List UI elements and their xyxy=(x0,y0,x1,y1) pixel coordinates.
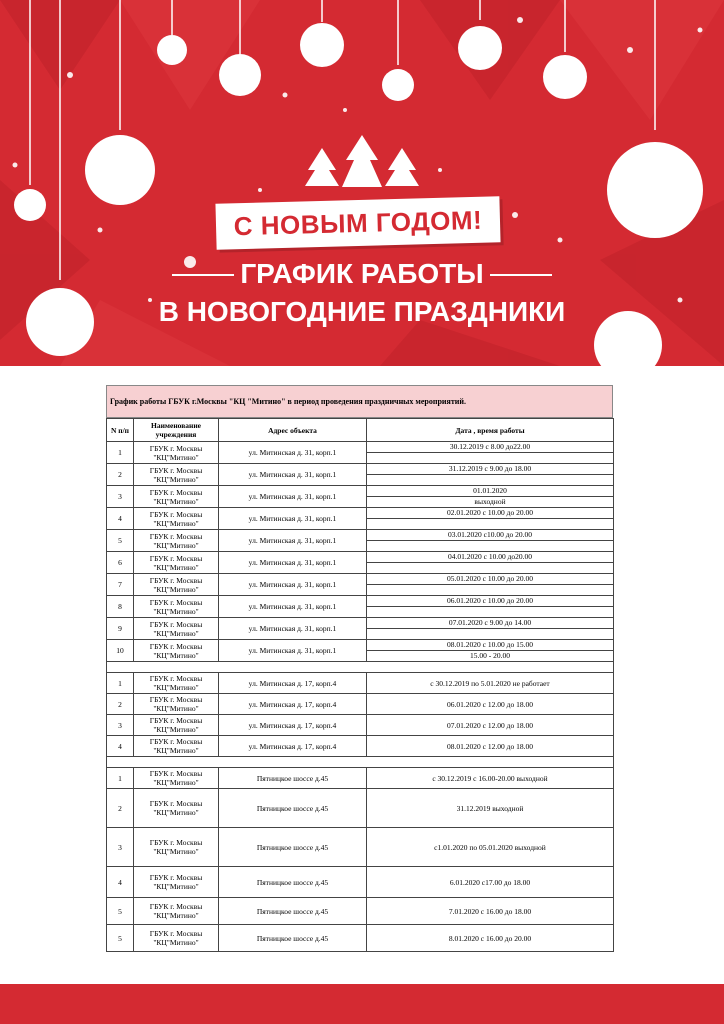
greeting-label: С НОВЫМ ГОДОМ! xyxy=(215,196,500,249)
row-number: 4 xyxy=(107,508,134,530)
table-row xyxy=(107,736,614,757)
address-cell: ул. Митинская д. 31, корп.1 xyxy=(219,508,367,530)
address-cell: ул. Митинская д. 31, корп.1 xyxy=(219,618,367,640)
datetime-cell: 31.12.2019 выходной xyxy=(367,789,614,828)
institution-sub: "КЦ"Митино" xyxy=(153,938,199,947)
datetime-line2 xyxy=(367,629,614,640)
table-row xyxy=(107,618,614,629)
institution-sub: "КЦ"Митино" xyxy=(153,518,199,528)
address-cell: ул. Митинская д. 17, корп.4 xyxy=(219,694,367,715)
address-cell: ул. Митинская д. 31, корп.1 xyxy=(219,552,367,574)
address-cell: ул. Митинская д. 31, корп.1 xyxy=(219,640,367,662)
datetime-cell: с 30.12.2019 по 5.01.2020 не работает xyxy=(367,673,614,694)
institution-cell xyxy=(134,694,219,715)
section-mitinskaya-17 xyxy=(107,673,614,768)
institution-sub: "КЦ"Митино" xyxy=(153,683,199,692)
section-pyatnitskoe xyxy=(107,768,614,952)
institution-name: ГБУК г. Москвы xyxy=(149,737,203,746)
institution-name: ГБУК г. Москвы xyxy=(149,487,203,497)
institution-sub: "КЦ"Митино" xyxy=(153,606,199,616)
datetime-line1: 01.01.2020 xyxy=(367,486,614,497)
institution-cell xyxy=(134,552,219,574)
row-number: 3 xyxy=(107,828,134,867)
row-number: 6 xyxy=(107,552,134,574)
datetime-line1: 31.12.2019 с 9.00 до 18.00 xyxy=(367,464,614,475)
table-row xyxy=(107,442,614,453)
table-row xyxy=(107,673,614,694)
footer-bar xyxy=(0,984,724,1024)
table-row xyxy=(107,574,614,585)
institution-name: ГБУК г. Москвы xyxy=(149,929,203,938)
table-row xyxy=(107,508,614,519)
institution-sub: "КЦ"Митино" xyxy=(153,474,199,484)
institution-cell xyxy=(134,640,219,662)
institution-name: ГБУК г. Москвы xyxy=(149,716,203,725)
institution-cell xyxy=(134,925,219,952)
institution-cell xyxy=(134,464,219,486)
institution-name: ГБУК г. Москвы xyxy=(149,641,203,651)
institution-sub: "КЦ"Митино" xyxy=(153,452,199,462)
institution-sub: "КЦ"Митино" xyxy=(153,584,199,594)
institution-name: ГБУК г. Москвы xyxy=(149,531,203,541)
address-cell: ул. Митинская д. 31, корп.1 xyxy=(219,442,367,464)
institution-cell xyxy=(134,574,219,596)
institution-sub: "КЦ"Митино" xyxy=(153,911,199,920)
address-cell: ул. Митинская д. 31, корп.1 xyxy=(219,596,367,618)
institution-name: ГБУК г. Москвы xyxy=(149,553,203,563)
table-row xyxy=(107,898,614,925)
table-row xyxy=(107,789,614,828)
datetime-cell: с 30.12.2019 с 16.00-20.00 выходной xyxy=(367,768,614,789)
datetime-line2 xyxy=(367,607,614,618)
datetime-line1: 04.01.2020 с 10.00 до20.00 xyxy=(367,552,614,563)
institution-sub: "КЦ"Митино" xyxy=(153,650,199,660)
institution-sub: "КЦ"Митино" xyxy=(153,540,199,550)
institution-sub: "КЦ"Митино" xyxy=(153,778,199,787)
institution-name: ГБУК г. Москвы xyxy=(149,695,203,704)
institution-name: ГБУК г. Москвы xyxy=(149,619,203,629)
address-cell: Пятницкое шоссе д.45 xyxy=(219,768,367,789)
table-header-row xyxy=(107,419,614,442)
institution-name: ГБУК г. Москвы xyxy=(149,597,203,607)
table-row xyxy=(107,828,614,867)
datetime-line2 xyxy=(367,541,614,552)
row-number: 1 xyxy=(107,768,134,789)
table-row xyxy=(107,925,614,952)
datetime-cell: 06.01.2020 с 12.00 до 18.00 xyxy=(367,694,614,715)
row-number: 4 xyxy=(107,736,134,757)
header-datetime: Дата , время работы xyxy=(367,419,614,442)
institution-name: ГБУК г. Москвы xyxy=(149,799,203,808)
datetime-line1: 08.01.2020 с 10.00 до 15.00 xyxy=(367,640,614,651)
address-cell: Пятницкое шоссе д.45 xyxy=(219,925,367,952)
institution-sub: "КЦ"Митино" xyxy=(153,562,199,572)
title-line1: ГРАФИК РАБОТЫ xyxy=(240,258,484,289)
header-address: Адрес объекта xyxy=(219,419,367,442)
datetime-line1: 03.01.2020 с10.00 до 20.00 xyxy=(367,530,614,541)
institution-cell xyxy=(134,828,219,867)
address-cell: ул. Митинская д. 31, корп.1 xyxy=(219,574,367,596)
institution-cell xyxy=(134,768,219,789)
institution-sub: "КЦ"Митино" xyxy=(153,496,199,506)
institution-name: ГБУК г. Москвы xyxy=(149,575,203,585)
table-row xyxy=(107,530,614,541)
schedule-document xyxy=(106,385,613,952)
institution-cell xyxy=(134,442,219,464)
row-number: 5 xyxy=(107,925,134,952)
institution-cell xyxy=(134,596,219,618)
row-number: 1 xyxy=(107,673,134,694)
address-cell: Пятницкое шоссе д.45 xyxy=(219,828,367,867)
row-number: 8 xyxy=(107,596,134,618)
row-number: 4 xyxy=(107,867,134,898)
row-number: 9 xyxy=(107,618,134,640)
new-year-banner xyxy=(0,0,724,366)
institution-cell xyxy=(134,736,219,757)
datetime-cell: 6.01.2020 с17.00 до 18.00 xyxy=(367,867,614,898)
datetime-cell: 7.01.2020 с 16.00 до 18.00 xyxy=(367,898,614,925)
section-gap xyxy=(107,662,614,673)
section-gap-cell xyxy=(107,662,614,673)
row-number: 7 xyxy=(107,574,134,596)
table-row xyxy=(107,464,614,475)
datetime-cell: 8.01.2020 с 16.00 до 20.00 xyxy=(367,925,614,952)
address-cell: ул. Митинская д. 17, корп.4 xyxy=(219,715,367,736)
header-num: N п/п xyxy=(107,419,134,442)
institution-sub: "КЦ"Митино" xyxy=(153,704,199,713)
institution-sub: "КЦ"Митино" xyxy=(153,628,199,638)
table-row xyxy=(107,867,614,898)
datetime-cell: 08.01.2020 с 12.00 до 18.00 xyxy=(367,736,614,757)
address-cell: ул. Митинская д. 31, корп.1 xyxy=(219,464,367,486)
datetime-line1: 07.01.2020 с 9.00 до 14.00 xyxy=(367,618,614,629)
table-row xyxy=(107,768,614,789)
header-institution: Наименование учреждения xyxy=(134,419,219,442)
institution-name: ГБУК г. Москвы xyxy=(149,674,203,683)
schedule-caption: График работы ГБУК г.Москвы "КЦ "Митино" в период проведения праздничных мероприятий. xyxy=(106,385,613,418)
datetime-line2: выходной xyxy=(367,497,614,508)
address-cell: ул. Митинская д. 31, корп.1 xyxy=(219,486,367,508)
institution-cell xyxy=(134,867,219,898)
address-cell: ул. Митинская д. 31, корп.1 xyxy=(219,530,367,552)
row-number: 5 xyxy=(107,898,134,925)
address-cell: Пятницкое шоссе д.45 xyxy=(219,898,367,925)
institution-sub: "КЦ"Митино" xyxy=(153,746,199,755)
institution-sub: "КЦ"Митино" xyxy=(153,725,199,734)
datetime-line2 xyxy=(367,563,614,574)
address-cell: Пятницкое шоссе д.45 xyxy=(219,789,367,828)
table-row xyxy=(107,552,614,563)
institution-cell xyxy=(134,486,219,508)
datetime-line2 xyxy=(367,519,614,530)
row-number: 10 xyxy=(107,640,134,662)
institution-cell xyxy=(134,715,219,736)
datetime-line1: 02.01.2020 с 10.00 до 20.00 xyxy=(367,508,614,519)
title-line2: В НОВОГОДНИЕ ПРАЗДНИКИ xyxy=(158,296,566,327)
datetime-line2 xyxy=(367,453,614,464)
section-mitinskaya-31 xyxy=(107,442,614,673)
institution-name: ГБУК г. Москвы xyxy=(149,838,203,847)
row-number: 1 xyxy=(107,442,134,464)
address-cell: ул. Митинская д. 17, корп.4 xyxy=(219,673,367,694)
datetime-line1: 05.01.2020 с 10.00 до 20.00 xyxy=(367,574,614,585)
datetime-line2 xyxy=(367,585,614,596)
schedule-table xyxy=(106,418,614,952)
institution-name: ГБУК г. Москвы xyxy=(149,465,203,475)
institution-sub: "КЦ"Митино" xyxy=(153,808,199,817)
institution-cell xyxy=(134,618,219,640)
institution-cell xyxy=(134,789,219,828)
tree-icons xyxy=(305,135,419,187)
table-row xyxy=(107,596,614,607)
institution-cell xyxy=(134,530,219,552)
table-row xyxy=(107,715,614,736)
row-number: 3 xyxy=(107,715,134,736)
table-row xyxy=(107,694,614,715)
datetime-cell: 07.01.2020 с 12.00 до 18.00 xyxy=(367,715,614,736)
institution-name: ГБУК г. Москвы xyxy=(149,873,203,882)
datetime-line1: 30.12.2019 с 8.00 до22.00 xyxy=(367,442,614,453)
datetime-line2 xyxy=(367,475,614,486)
institution-cell xyxy=(134,508,219,530)
table-row xyxy=(107,640,614,651)
institution-name: ГБУК г. Москвы xyxy=(149,902,203,911)
institution-name: ГБУК г. Москвы xyxy=(149,769,203,778)
section-gap-cell xyxy=(107,757,614,768)
table-row xyxy=(107,486,614,497)
row-number: 2 xyxy=(107,464,134,486)
institution-name: ГБУК г. Москвы xyxy=(149,443,203,453)
row-number: 3 xyxy=(107,486,134,508)
address-cell: Пятницкое шоссе д.45 xyxy=(219,867,367,898)
row-number: 5 xyxy=(107,530,134,552)
datetime-line1: 06.01.2020 с 10.00 до 20.00 xyxy=(367,596,614,607)
institution-sub: "КЦ"Митино" xyxy=(153,882,199,891)
datetime-line2: 15.00 - 20.00 xyxy=(367,651,614,662)
institution-sub: "КЦ"Митино" xyxy=(153,847,199,856)
section-gap xyxy=(107,757,614,768)
row-number: 2 xyxy=(107,694,134,715)
institution-name: ГБУК г. Москвы xyxy=(149,509,203,519)
institution-cell xyxy=(134,898,219,925)
institution-cell xyxy=(134,673,219,694)
row-number: 2 xyxy=(107,789,134,828)
datetime-cell: с1.01.2020 по 05.01.2020 выходной xyxy=(367,828,614,867)
address-cell: ул. Митинская д. 17, корп.4 xyxy=(219,736,367,757)
